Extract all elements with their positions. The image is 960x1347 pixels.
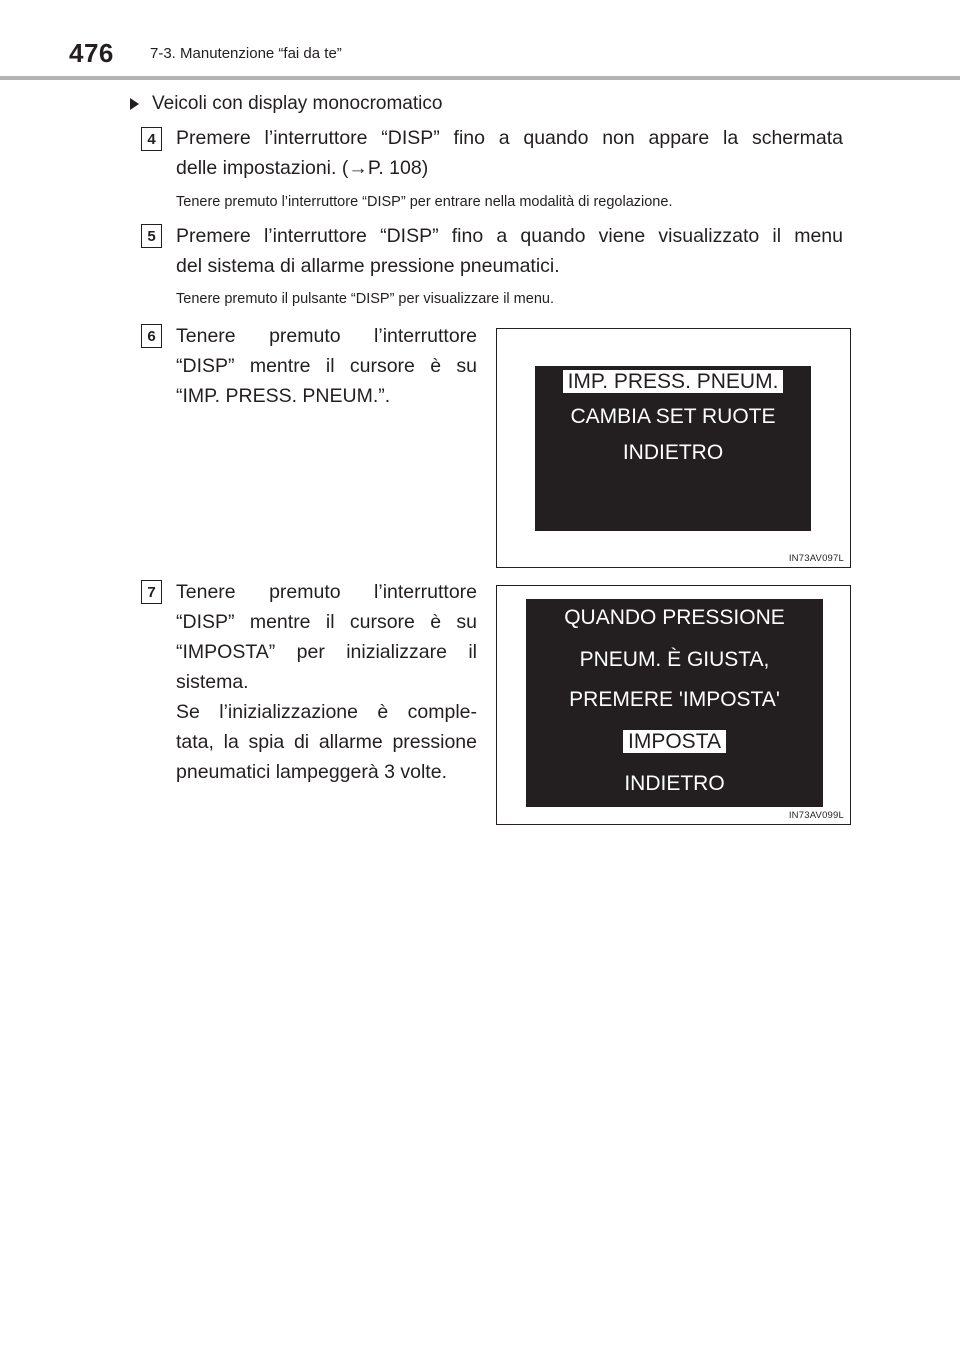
step-5-text — [176, 221, 843, 281]
step-number-7: 7 — [141, 580, 162, 604]
step-4-line-1: Premere l’interruttore “DISP” fino a quando non appare la schermata — [176, 127, 843, 149]
step-number-6: 6 — [141, 324, 162, 348]
intro-bullet — [130, 93, 442, 115]
step-4-text — [176, 123, 843, 183]
step-6-line: “IMP. PRESS. PNEUM.”. — [176, 385, 391, 407]
figure-code: IN73AV097L — [788, 553, 844, 564]
step-5-line-1: Premere l’interruttore “DISP” fino a quando viene visualizzato il menu — [176, 225, 843, 247]
step-6-line: “DISP” mentre il cursore è su — [176, 355, 477, 377]
step-7-line: “IMPOSTA” per inizializzare il — [176, 641, 477, 663]
step-6-line: Tenere premuto l’interruttore — [176, 325, 477, 347]
display-screen — [526, 599, 823, 807]
screen-line-selected — [535, 370, 811, 394]
step-7-line: Tenere premuto l’interruttore — [176, 581, 477, 603]
step-5-note: Tenere premuto il pulsante “DISP” per visualizzare il menu. — [176, 291, 554, 307]
screen-line-selected — [526, 730, 823, 754]
step-4-line-2: delle impostazioni. (→P. 108) — [176, 157, 429, 179]
page-number: 476 — [69, 38, 114, 68]
triangle-bullet-icon — [130, 98, 139, 110]
figure-display-tire-pressure-menu — [496, 328, 851, 568]
screen-line: PNEUM. È GIUSTA, — [579, 648, 770, 671]
display-screen — [535, 366, 811, 531]
step-6-text — [176, 321, 477, 411]
screen-line: INDIETRO — [624, 772, 725, 795]
screen-line: QUANDO PRESSIONE — [564, 606, 785, 629]
figure-code: IN73AV099L — [788, 810, 844, 821]
step-4-note: Tenere premuto l’interruttore “DISP” per entrare nella modalità di regolazione. — [176, 194, 673, 210]
figure-display-initialize — [496, 585, 851, 825]
screen-line: INDIETRO — [622, 441, 724, 464]
step-7-line: sistema. — [176, 671, 249, 693]
page-header — [0, 0, 960, 80]
screen-line: CAMBIA SET RUOTE — [570, 405, 776, 428]
section-title: 7-3. Manutenzione “fai da te” — [150, 45, 342, 62]
selected-menu-item: IMP. PRESS. PNEUM. — [563, 370, 784, 393]
header-rule — [0, 76, 960, 80]
step-7-line: Se l’inizializzazione è comple- — [176, 701, 477, 723]
step-5-line-2: del sistema di allarme pressione pneumatici. — [176, 255, 560, 277]
step-7-line: pneumatici lampeggerà 3 volte. — [176, 761, 447, 783]
intro-bullet-text: Veicoli con display monocromatico — [152, 93, 443, 114]
step-7-text — [176, 577, 477, 787]
screen-line: PREMERE 'IMPOSTA' — [569, 688, 780, 711]
step-number-4: 4 — [141, 127, 162, 151]
step-7-line: tata, la spia di allarme pressione — [176, 731, 477, 753]
selected-menu-item: IMPOSTA — [623, 730, 726, 753]
step-number-5: 5 — [141, 224, 162, 248]
step-7-line: “DISP” mentre il cursore è su — [176, 611, 477, 633]
